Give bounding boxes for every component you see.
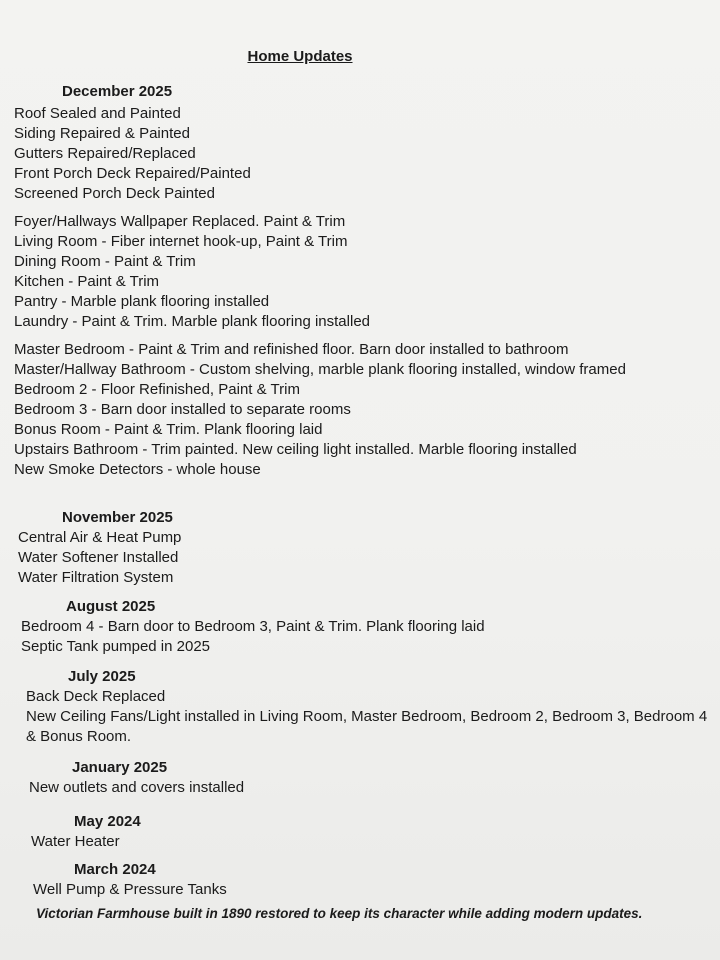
update-item: Master/Hallway Bathroom - Custom shelving, marble plank flooring installed, window framed [14, 361, 626, 378]
update-item: Living Room - Fiber internet hook-up, Paint & Trim [14, 233, 348, 250]
update-section [0, 860, 712, 900]
update-item: Bedroom 3 - Barn door installed to separate rooms [14, 401, 351, 418]
update-item: Water Filtration System [18, 569, 174, 586]
update-item: Kitchen - Paint & Trim [14, 273, 160, 290]
section-heading: August 2025 [66, 598, 156, 615]
section-heading: May 2024 [74, 813, 141, 830]
update-item: Central Air & Heat Pump [18, 529, 182, 546]
section-heading: July 2025 [68, 668, 136, 685]
update-item: Back Deck Replaced [26, 688, 166, 705]
update-item: Water Softener Installed [18, 549, 179, 566]
update-item: Pantry - Marble plank flooring installed [14, 293, 270, 310]
update-item: Roof Sealed and Painted [14, 105, 181, 122]
update-item: Dining Room - Paint & Trim [14, 253, 196, 270]
group-spacer [0, 332, 712, 340]
update-item: Bedroom 2 - Floor Refinished, Paint & Trim [14, 381, 300, 398]
update-item: Laundry - Paint & Trim. Marble plank flooring installed [14, 313, 371, 330]
update-item: New Ceiling Fans/Light installed in Living Room, Master Bedroom, Bedroom 2, Bedroom 3, Bedroom 4 & Bonus Room. [26, 708, 708, 745]
update-item: Siding Repaired & Painted [14, 125, 190, 142]
footer-note: Victorian Farmhouse built in 1890 restored to keep its character while adding modern updates. [36, 906, 643, 921]
update-item: Septic Tank pumped in 2025 [21, 638, 211, 655]
update-section [0, 82, 712, 480]
update-item: Bedroom 4 - Barn door to Bedroom 3, Paint & Trim. Plank flooring laid [21, 618, 485, 635]
update-section [0, 508, 712, 588]
group-spacer [0, 204, 712, 212]
section-heading: December 2025 [62, 83, 173, 100]
update-item: Bonus Room - Paint & Trim. Plank flooring laid [14, 421, 323, 438]
update-section [0, 667, 712, 747]
update-item: Foyer/Hallways Wallpaper Replaced. Paint & Trim [14, 213, 346, 230]
section-heading: March 2024 [74, 861, 156, 878]
update-item: Master Bedroom - Paint & Trim and refinished floor. Barn door installed to bathroom [14, 341, 569, 358]
section-heading: November 2025 [62, 509, 173, 526]
section-heading: January 2025 [72, 759, 168, 776]
update-item: Water Heater [31, 833, 120, 850]
page-title: Home Updates [247, 48, 353, 65]
update-item: Screened Porch Deck Painted [14, 185, 215, 202]
update-section [0, 597, 712, 657]
update-item: Gutters Repaired/Replaced [14, 145, 196, 162]
update-item: Well Pump & Pressure Tanks [33, 881, 227, 898]
update-section [0, 758, 712, 798]
update-section [0, 812, 712, 852]
update-item: Upstairs Bathroom - Trim painted. New ceiling light installed. Marble flooring installed [14, 441, 577, 458]
update-item: New outlets and covers installed [29, 779, 245, 796]
update-item: Front Porch Deck Repaired/Painted [14, 165, 251, 182]
update-item: New Smoke Detectors - whole house [14, 461, 261, 478]
